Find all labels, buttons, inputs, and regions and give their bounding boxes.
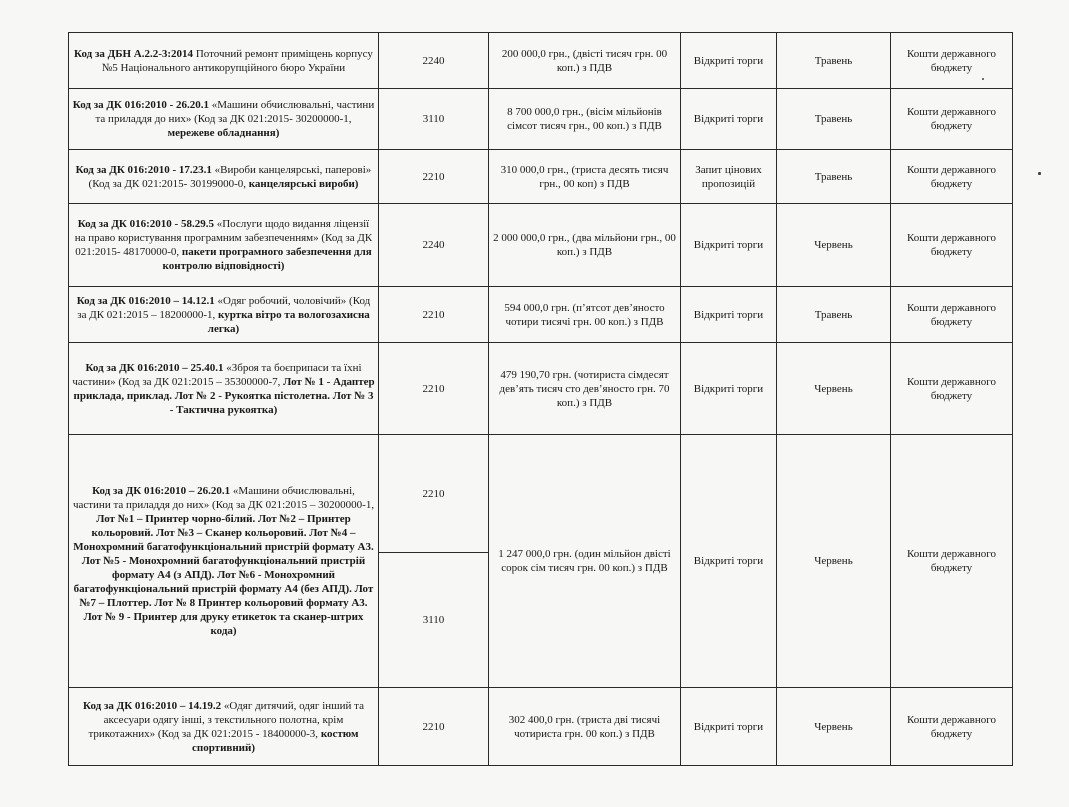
budget-code-cell: 3110	[379, 553, 489, 688]
procedure-cell: Відкриті торги	[681, 287, 777, 343]
start-month-cell: Червень	[777, 435, 891, 688]
start-month-cell: Травень	[777, 287, 891, 343]
table-row	[69, 204, 1013, 287]
budget-code-cell: 2210	[379, 688, 489, 766]
expected-cost-cell: 2 000 000,0 грн., (два мільйони грн., 00 коп.) з ПДВ	[489, 204, 681, 287]
scan-speck	[982, 78, 984, 80]
text-fragment: «Одяг дитячий, одяг інший та аксесуари одягу інші, з текстильного полотна, крім трикотажних» (Код за ДК 021:2015 - 18400000-3,	[88, 699, 364, 740]
subject-cell	[69, 287, 379, 343]
procedure-cell: Відкриті торги	[681, 89, 777, 150]
start-month-cell: Червень	[777, 343, 891, 435]
funding-source-cell: Кошти державного бюджету	[891, 435, 1013, 688]
procedure-cell: Відкриті торги	[681, 204, 777, 287]
subject-cell	[69, 89, 379, 150]
bold-text-fragment: Код за ДК 016:2010 - 58.29.5	[77, 218, 214, 230]
budget-code-cell: 2210	[379, 343, 489, 435]
scan-speck	[1038, 172, 1041, 175]
funding-source-cell: Кошти державного бюджету	[891, 150, 1013, 204]
bold-text-fragment: Лот №1 – Принтер чорно-білий. Лот №2 – Принтер кольоровий. Лот №3 – Сканер кольоровий. Лот №4 – Монохромний багатофункціональний пристрій формату А3. Лот №5 - Монохромний багатофункціональний пристрій формату А4 (з АПД). Лот №6 - Монохромний багатофункціональний пристрій формату А4 (без АПД). Лот №7 – Плоттер. Лот № 8 Принтер кольоровий формату А3. Лот № 9 - Принтер для друку етикеток та сканер-штрих кода)	[73, 513, 374, 637]
subject-cell	[69, 688, 379, 766]
text-fragment: «Одяг робочий, чоловічий» (Код за ДК 021:2015 – 18200000-1,	[77, 294, 371, 321]
bold-text-fragment: Код за ДК 016:2010 – 25.40.1	[85, 361, 224, 374]
bold-text-fragment: Код за ДК 016:2010 - 26.20.1	[72, 99, 209, 111]
subject-cell	[69, 33, 379, 89]
bold-text-fragment: костюм спортивний)	[191, 727, 359, 754]
expected-cost-cell: 302 400,0 грн. (триста дві тисячі чотириста грн. 00 коп.) з ПДВ	[489, 688, 681, 766]
expected-cost-cell: 1 247 000,0 грн. (один мільйон двісті сорок сім тисяч грн. 00 коп.) з ПДВ	[489, 435, 681, 688]
start-month-cell: Травень	[777, 33, 891, 89]
bold-text-fragment: Код за ДК 016:2010 – 14.12.1	[76, 294, 215, 307]
procedure-cell: Відкриті торги	[681, 343, 777, 435]
start-month-cell: Травень	[777, 89, 891, 150]
text-fragment: «Машини обчислювальні, частини та приладдя до них» (Код за ДК 021:2015- 30200000-1,	[95, 99, 375, 125]
text-fragment: Поточний ремонт приміщень корпусу №5 Національного антикорупційного бюро України	[101, 47, 373, 74]
table-row	[69, 343, 1013, 435]
start-month-cell: Травень	[777, 150, 891, 204]
expected-cost-cell: 479 190,70 грн. (чотириста сімдесят дев’ять тисяч сто дев’яносто грн. 70 коп.) з ПДВ	[489, 343, 681, 435]
funding-source-cell: Кошти державного бюджету	[891, 287, 1013, 343]
bold-text-fragment: Код за ДК 016:2010 – 14.19.2	[83, 699, 222, 712]
budget-code-cell: 2210	[379, 435, 489, 553]
procedure-cell: Відкриті торги	[681, 435, 777, 688]
start-month-cell: Червень	[777, 204, 891, 287]
budget-code-cell: 2210	[379, 287, 489, 343]
budget-code-cell: 2240	[379, 204, 489, 287]
expected-cost-cell: 8 700 000,0 грн., (вісім мільйонів сімсот тисяч грн., 00 коп.) з ПДВ	[489, 89, 681, 150]
funding-source-cell: Кошти державного бюджету	[891, 204, 1013, 287]
budget-code-cell: 3110	[379, 89, 489, 150]
bold-text-fragment: куртка вітро та вологозахисна легка)	[207, 308, 370, 335]
subject-cell	[69, 150, 379, 204]
expected-cost-cell: 594 000,0 грн. (п’ятсот дев’яносто чотири тисячі грн. 00 коп.) з ПДВ	[489, 287, 681, 343]
subject-cell	[69, 343, 379, 435]
procedure-cell: Відкриті торги	[681, 688, 777, 766]
table-row	[69, 688, 1013, 766]
procedure-cell: Відкриті торги	[681, 33, 777, 89]
expected-cost-cell: 310 000,0 грн., (триста десять тисяч грн., 00 коп) з ПДВ	[489, 150, 681, 204]
text-fragment: «Машини обчислювальні, частини та приладдя до них» (Код за ДК 021:2015 – 30200000-1,	[72, 485, 375, 511]
budget-code-cell: 2240	[379, 33, 489, 89]
subject-cell	[69, 435, 379, 688]
funding-source-cell: Кошти державного бюджету	[891, 89, 1013, 150]
expected-cost-cell: 200 000,0 грн., (двісті тисяч грн. 00 коп.) з ПДВ	[489, 33, 681, 89]
table-row	[69, 33, 1013, 89]
start-month-cell: Червень	[777, 688, 891, 766]
bold-text-fragment: канцелярські вироби)	[248, 177, 359, 190]
text-fragment: «Вироби канцелярські, паперові» (Код за ДК 021:2015- 30199000-0,	[88, 163, 372, 190]
bold-text-fragment: Код за ДБН А.2.2-3:2014	[74, 47, 194, 60]
table-row	[69, 150, 1013, 204]
procedure-cell: Запит цінових пропозицій	[681, 150, 777, 204]
bold-text-fragment: пакети програмного забезпечення для контролю відповідності)	[162, 246, 372, 272]
funding-source-cell: Кошти державного бюджету	[891, 33, 1013, 89]
budget-code-cell: 2210	[379, 150, 489, 204]
funding-source-cell: Кошти державного бюджету	[891, 343, 1013, 435]
text-fragment: «Зброя та боєприпаси та їхні частини» (Код за ДК 021:2015 – 35300000-7,	[72, 361, 362, 388]
table-row	[69, 435, 1013, 553]
bold-text-fragment: мережеве обладнання)	[167, 127, 280, 139]
procurement-plan-table	[68, 32, 1013, 766]
bold-text-fragment: Код за ДК 016:2010 – 26.20.1	[92, 485, 231, 497]
funding-source-cell: Кошти державного бюджету	[891, 688, 1013, 766]
table-row	[69, 287, 1013, 343]
subject-cell	[69, 204, 379, 287]
text-fragment: «Послуги щодо видання ліцензії на право користування програмним забезпеченням» (Код за ДК 021:2015- 48170000-0,	[74, 218, 373, 258]
bold-text-fragment: Лот № 1 - Адаптер приклада, приклад. Лот № 2 - Рукоятка пістолетна. Лот № 3 - Тактична рукоятка)	[73, 375, 375, 416]
table-row	[69, 89, 1013, 150]
bold-text-fragment: Код за ДК 016:2010 - 17.23.1	[75, 163, 212, 176]
